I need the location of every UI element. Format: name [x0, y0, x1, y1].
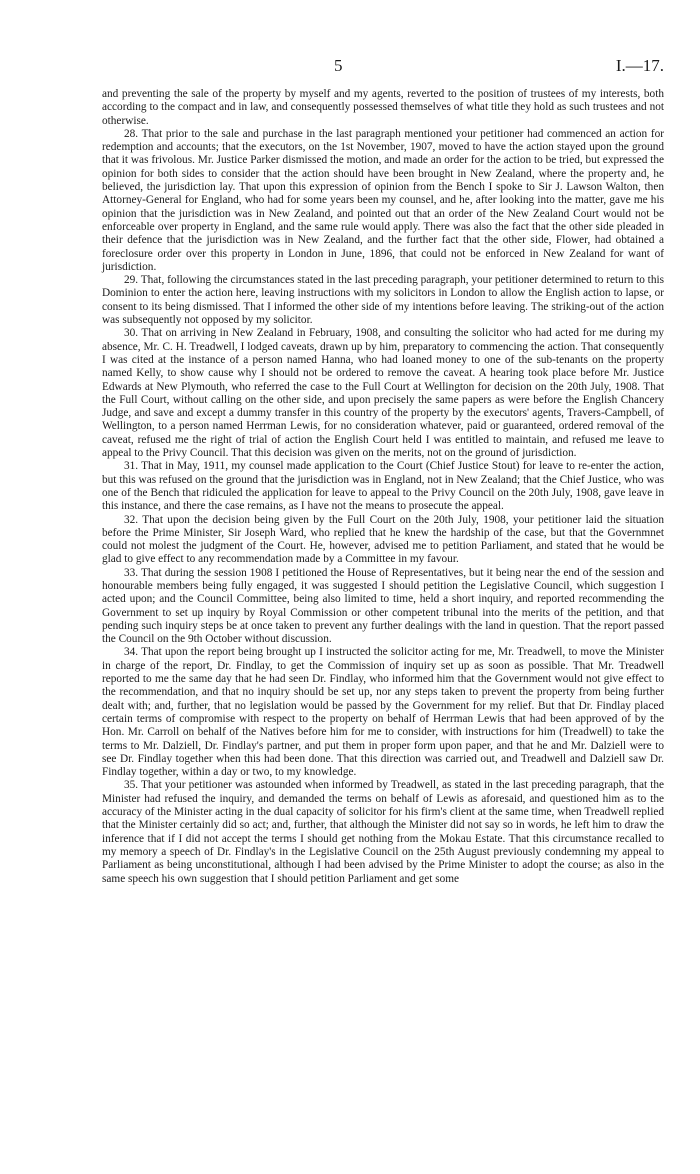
- paragraph-31: 31. That in May, 1911, my counsel made application to the Court (Chief Justice Stout) for leave to re-enter the action, but this was refused on the ground that the jurisdiction was in England, not in New Zealand; that the Chief Justice, who was one of the Bench that ridiculed the application for leave to appeal to the Privy Council on the 20th July, 1908, gave leave in this instance, and there the case remains, as I have not the means to prosecute the appeal.: [102, 460, 664, 513]
- paragraph-32: 32. That upon the decision being given by the Full Court on the 20th July, 1908, your petitioner laid the situation before the Prime Minister, Sir Joseph Ward, who replied that he knew the hardship of the case, but that the Governmnet could not molest the judgment of the Court. He, however, advised me to petition Parliament, and stated that he would be glad to give effect to any recommendation made by a Committee in my favour.: [102, 513, 664, 566]
- paragraph-30: 30. That on arriving in New Zealand in February, 1908, and consulting the solicitor who had acted for me during my absence, Mr. C. H. Treadwell, I lodged caveats, drawn up by him, preparatory to commencing the action. That consequently I was cited at the instance of a person named Hanna, who had loaned money to one of the sub-tenants on the property named Kelly, to show cause why I should not be ordered to remove the caveat. A hearing took place before Mr. Justice Edwards at New Plymouth, who referred the case to the Full Court at Wellington for decision on the 20th July, 1908. That the Full Court, without calling on the other side, and upon precisely the same papers as were before the English Chancery Judge, and save and except a dummy transfer in this country of the property by the executors' agents, Travers-Campbell, of Wellington, to a person named Herrman Lewis, for no consideration whatever, paid or guaranteed, ordered removal of the caveat, refused me the right of trial of action the English Court held I was entitled to maintain, and refused me leave to appeal to the Privy Council. That this decision was given on the merits, not on the ground of jurisdiction.: [102, 327, 664, 460]
- paragraph-28: 28. That prior to the sale and purchase in the last paragraph mentioned your petitioner had commenced an action for redemption and accounts; that the executors, on the 1st November, 1907, moved to have the action stayed upon the ground that it was frivolous. Mr. Justice Parker dismissed the motion, and made an order for the action to be tried, but expressed the opinion for both sides to consider that the action should have been brought in New Zealand, where the property and, he believed, the jurisdiction lay. That upon this expression of opinion from the Bench I spoke to Sir J. Lawson Walton, then Attorney-General for England, who had for some years been my counsel, and he, after looking into the matter, gave me his opinion that the jurisdiction was in New Zealand, and pointed out that an order of the New Zealand Court would not be enforceable over property in England, and the same rule would apply. There was also the fact that the other side pleaded in their defence that the jurisdiction was in New Zealand, and the further fact that the other side, Flower, had obtained a foreclosure order over this property in London in June, 1896, that could not be enforced in New Zealand for want of jurisdiction.: [102, 127, 664, 273]
- document-body: [102, 88, 664, 886]
- paragraph-33: 33. That during the session 1908 I petitioned the House of Representatives, but it being near the end of the session and honourable members being fully engaged, it was suggested I should petition the Legislative Council, which suggestion I acted upon; and the Council Committee, being also limited to time, held a short inquiry, and reported recommending the Government to set up inquiry by Royal Commission or other competent tribunal into the merits of the petition, and that pending such inquiry steps be at once taken to prevent any further dealings with the land in question. That the report passed the Council on the 9th October without discussion.: [102, 566, 664, 646]
- paragraph-continuation: and preventing the sale of the property by myself and my agents, reverted to the position of trustees of my interests, both according to the compact and in law, and consequently possessed themselves of what title they hold as such trustees and not otherwise.: [102, 88, 664, 127]
- page-header: [102, 0, 664, 88]
- page-number: 5: [334, 56, 343, 75]
- paragraph-29: 29. That, following the circumstances stated in the last preceding paragraph, your petitioner determined to return to this Dominion to enter the action here, leaving instructions with my solicitors in London to allow the English action to lapse, or consent to its being dismissed. That I informed the other side of my intentions before leaving. The striking-out of the action was subsequently not opposed by my solicitor.: [102, 274, 664, 327]
- document-reference: I.—17.: [615, 56, 664, 75]
- paragraph-34: 34. That upon the report being brought up I instructed the solicitor acting for me, Mr. Treadwell, to move the Minister in charge of the report, Dr. Findlay, to get the Commission of inquiry set up as soon as possible. That Mr. Treadwell reported to me the same day that he had seen Dr. Findlay, who informed him that the Government would not give effect to the recommendation, and that no inquiry should be set up, nor any steps taken to prevent the property from being further dealt with; and, further, that no legislation would be passed by the Government for my relief. But that Dr. Findlay placed certain terms of compromise with respect to the property on behalf of Herrman Lewis that had been approved of by the Hon. Mr. Carroll on behalf of the Natives before him for me to consider, with instructions for him (Treadwell) to take the terms to Mr. Dalziell, Dr. Findlay's partner, and put them in proper form upon paper, and that he and Mr. Dalziell were to see Dr. Findlay together when this had been done. That this direction was carried out, and Treadwell and Dalziell saw Dr. Findlay together, within a day or two, to my knowledge.: [102, 646, 664, 779]
- paragraph-35: 35. That your petitioner was astounded when informed by Treadwell, as stated in the last preceding paragraph, that the Minister had refused the inquiry, and demanded the terms on behalf of Lewis as aforesaid, and questioned him as to the accuracy of the Minister acting in the dual capacity of solicitor for his firm's client at the same time, when Treadwell replied that the Minister certainly did so act; and, further, that although the Minister did not say so in words, he left him to draw the inference that if I did not accept the terms I should get nothing from the Mokau Estate. That this circumstance recalled to my memory a speech of Dr. Findlay's in the Legislative Council on the 25th August previously condemning my appeal to Parliament as being unconstitutional, although I had been advised by the Prime Minister to adopt the course; as also in the same speech his own suggestion that I should petition Parliament and get some: [102, 779, 664, 885]
